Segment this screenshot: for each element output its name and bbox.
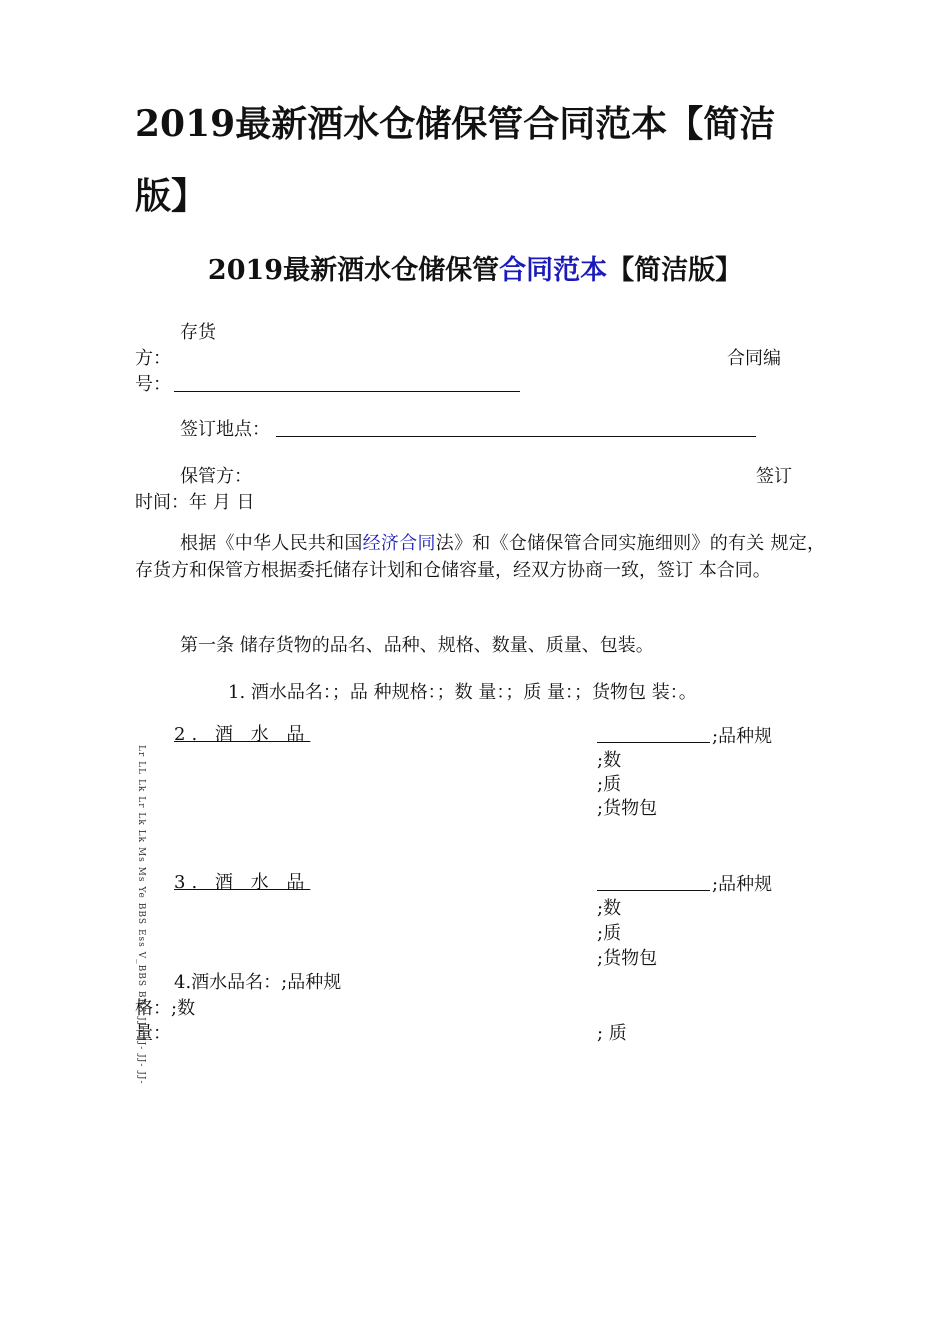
item-4-line2: 格：;数: [135, 998, 196, 1019]
item-2-quality: ;质: [597, 774, 622, 795]
item-2-spec: ;品种规: [712, 726, 773, 747]
item-2-label: 2. 酒 水 品: [174, 724, 311, 745]
depositor-label-a: 存货: [180, 322, 216, 343]
subtitle-text: 2019最新酒水仓储保管: [207, 255, 500, 286]
sign-place-blank: [276, 418, 756, 437]
item-2-name-blank: [597, 724, 710, 743]
item-3-quality: ;质: [597, 923, 622, 944]
item-1: 1. 酒水品名：；品 种规格：；数 量：；质 量：；货物包 装：。: [228, 682, 697, 703]
intro-text-rest: 法》和《仓储保管合同实施细则》的有关 规定，存货方和保管方根据委托储存计划和仓储容量，经双方协商一致，签订 本合同。: [135, 533, 825, 581]
margin-note: Lr LL Lk Lr Lk Lk Ms Ms Ye BBS Ess V_BBS BBS JJn JJ- JJ- JJ-: [136, 745, 146, 1085]
subtitle-suffix: 【简洁版】: [607, 255, 743, 286]
document-title: 2019最新酒水仓储保管合同范本【简洁版】: [135, 103, 776, 217]
contract-no-blank: [174, 373, 520, 392]
item-3-name-blank: [597, 872, 710, 891]
item-3-pack: ;货物包: [597, 948, 658, 969]
economic-contract-link[interactable]: 经济合同: [362, 533, 436, 554]
intro-text: 根据《中华人民共和国: [180, 533, 363, 554]
item-2-pack: ;货物包: [597, 798, 658, 819]
contract-no-label-a: 合同编: [727, 348, 781, 369]
item-3-spec: ;品种规: [712, 874, 773, 895]
sign-place-label: 签订地点：: [180, 419, 270, 440]
document-subtitle: [0, 248, 950, 287]
intro-paragraph: [135, 530, 825, 584]
keeper-label: 保管方：: [180, 466, 252, 487]
sign-time-label-b: 时间：年 月 日: [135, 492, 255, 513]
item-4-line3: 量：: [135, 1023, 171, 1044]
contract-no-label-b: 号：: [135, 374, 171, 395]
depositor-label-b: 方：: [135, 348, 171, 369]
sign-time-label-a: 签订: [756, 466, 792, 487]
item-4-line1: 4.酒水品名：;品种规: [174, 972, 342, 993]
contract-template-link[interactable]: 合同范本: [499, 255, 608, 286]
item-3-label: 3. 酒 水 品: [174, 872, 311, 893]
article-1-heading: 第一条 储存货物的品名、品种、规格、数量、质量、包装。: [180, 635, 654, 656]
item-2-qty: ;数: [597, 750, 622, 771]
item-4-quality: ; 质: [597, 1023, 627, 1044]
item-3-qty: ;数: [597, 898, 622, 919]
